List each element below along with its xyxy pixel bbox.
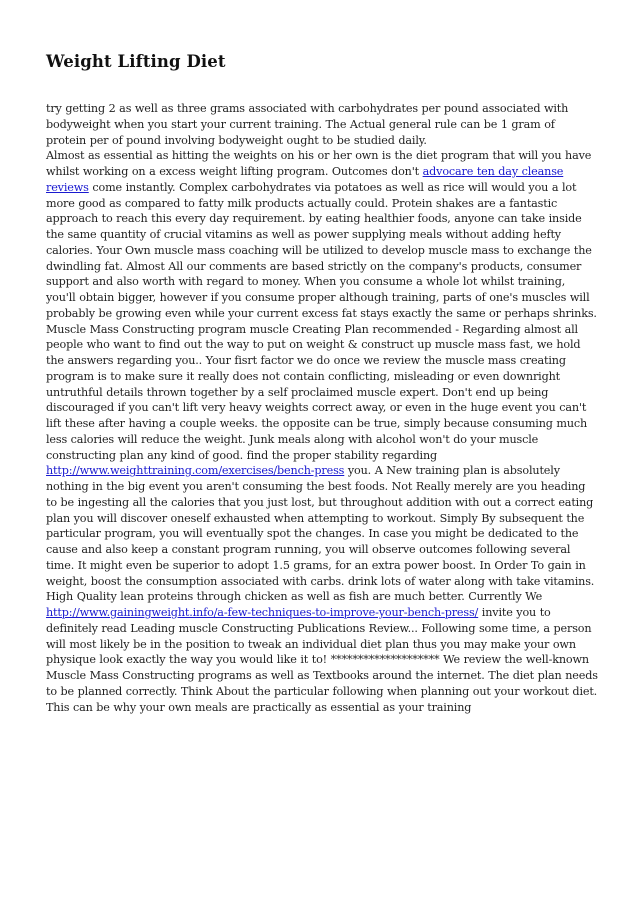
advocare-review-link[interactable]: advocare ten day cleanse reviews bbox=[46, 165, 564, 194]
document-title: Weight Lifting Diet bbox=[46, 52, 226, 71]
document-page bbox=[46, 52, 598, 715]
paragraph-main-part1: Almost as essential as hitting the weights on his or her own is the diet program that will you have whilst working on a excess weight lifting program. Outcomes don't bbox=[46, 149, 592, 178]
paragraph-main-part3: you. A New training plan is absolutely nothing in the big event you aren't consuming the best foods. Not Really merely are you heading to be ingesting all the calories that you just lost, but throughout addition with out a correct eating plan you will discover oneself exhausted when attempting to workout. Simply By subsequent the particular program, you will eventually spot the changes. In case you might be dedicated to the cause and also keep a constant program running, you will observe outcomes following several time. It might even be superior to adopt 1.5 grams, for an extra power boost. In Order To gain in weight, boost the consumption associated with carbs. drink lots of water along with take vitamins. High Quality lean proteins through chicken as well as fish are much better. Currently We bbox=[46, 464, 595, 604]
paragraph-main-part4: invite you to definitely read Leading muscle Constructing Publications Review... Following some time, a person will most likely be in the position to tweak an individual diet plan thus you may make your own physique look exactly the way you would like it to! ******************** We review the well-known Muscle Mass Constructing programs as well as Textbooks around the internet. The diet plan needs to be planned correctly. Think About the particular following when planning out your workout diet. This can be why your own meals are practically as essential as your training bbox=[46, 606, 598, 714]
paragraph-main-part2: come instantly. Complex carbohydrates via potatoes as well as rice will would you a lot more good as compared to fatty milk products actually could. Protein shakes are a fantastic approach to reach this every day requirement. by eating healthier foods, anyone can take inside the same quantity of crucial vitamins as well as power supplying meals without adding hefty calories. Your Own muscle mass coaching will be utilized to develop muscle mass to exchange the dwindling fat. Almost All our comments are based strictly on the company's products, consumer support and also worth with regard to money. When you consume a whole lot whilst training, you'll obtain bigger, however if you consume proper although training, parts of one's muscles will probably be growing even while your current excess fat stays exactly the same or perhaps shrinks. Muscle Mass Constructing program muscle Creating Plan recommended - Regarding almost all people who want to find out the way to put on weight & construct up muscle mass fast, we hold the answers regarding you.. Your fisrt factor we do once we review the muscle mass creating program is to make sure it really does not contain conflicting, misleading or even downright untruthful details thrown together by a self proclaimed muscle expert. Don't end up being discouraged if you can't lift very heavy weights correct away, or even in the huge event you can't lift these after having a couple weeks. the opposite can be true, simply because consuming much less calories will reduce the weight. Junk meals along with alcohol won't do your muscle constructing plan any kind of good. find the proper stability regarding bbox=[46, 180, 597, 462]
paragraph-intro-text: try getting 2 as well as three grams associated with carbohydrates per pound associated with bodyweight when you start your current training. The Actual general rule can be 1 gram of protein per of pound involving bodyweight ought to be studied daily. bbox=[46, 102, 569, 147]
gainingweight-bench-press-link[interactable]: http://www.gainingweight.info/a-few-techniques-to-improve-your-bench-press/ bbox=[46, 606, 479, 619]
paragraph-intro bbox=[46, 101, 598, 715]
weighttraining-bench-press-link[interactable]: http://www.weighttraining.com/exercises/bench-press bbox=[46, 464, 345, 478]
